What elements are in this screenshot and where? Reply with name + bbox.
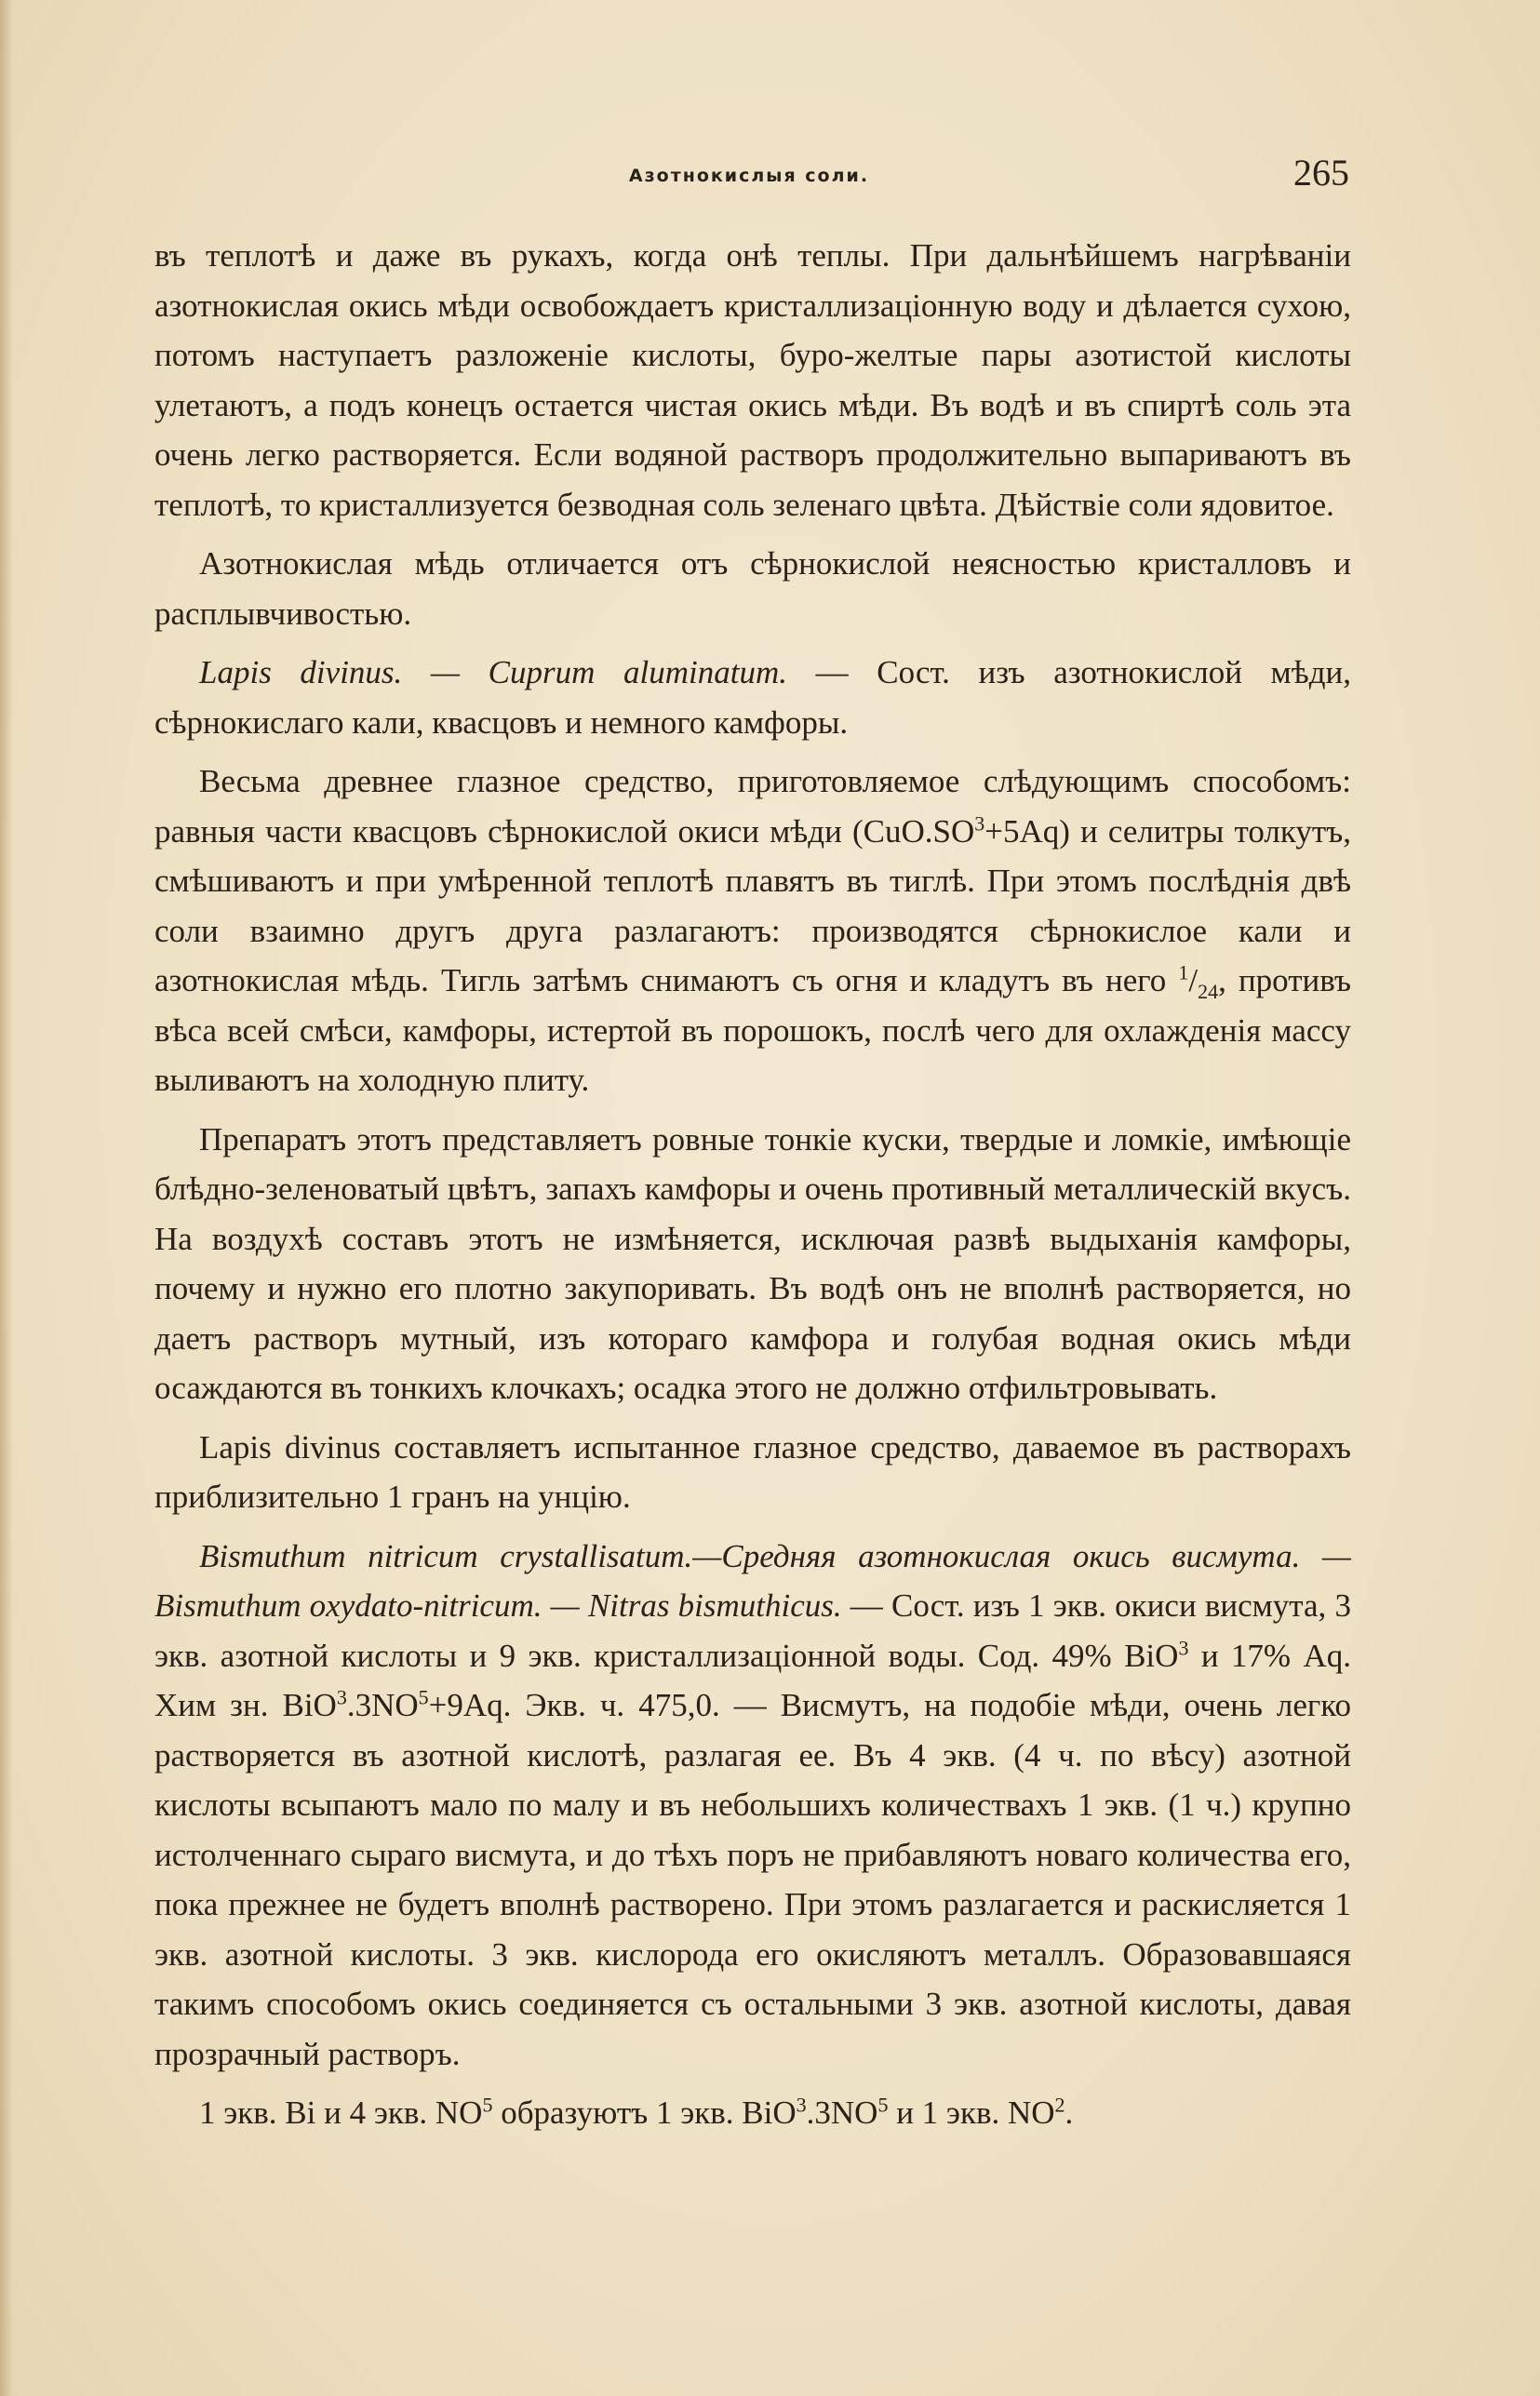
paragraph-4: Весьма древнее глазное средство, приготовляемое слѣдующимъ способомъ: равныя части квасцовъ сѣрнокислой окиси мѣди $(CuO.SO^3+5Aq)$ и селитры толкутъ, смѣшиваютъ и при умѣренной теплотѣ плавятъ въ тиглѣ. При этомъ послѣднія двѣ соли взаимно другъ друга разлагаютъ: производятся сѣрнокислое кали и азотнокислая мѣдь. Тигль затѣмъ снимаютъ съ огня и кладутъ въ него $^1/_{24}$, противъ вѣса всей смѣси, камфоры, истертой въ порошокъ, послѣ чего для охлажденія массу выливаютъ на холодную плиту.: [154, 763, 1351, 1098]
superscript: 5: [482, 2093, 493, 2117]
paragraph-5: Препаратъ этотъ представляетъ ровные тонкіе куски, твердые и ломкіе, имѣющіе блѣдно-зеленоватый цвѣтъ, запахъ камфоры и очень противный металлическій вкусъ. На воздухѣ составъ этотъ не измѣняется, исключая развѣ выдыханія камфоры, почему и нужно его плотно закупоривать. Въ водѣ онъ не вполнѣ растворяется, но даетъ растворъ мутный, изъ котораго камфора и голубая водная окись мѣди осаждаются въ тонкихъ клочкахъ; осадка этого не должно отфильтровывать.: [154, 1120, 1351, 1406]
paragraph-8-part-c: .3NO: [806, 2095, 878, 2131]
paragraph-7-part-a: — Сост. изъ 1 экв. окиси висмута, 3 экв. азотной кислоты и 9 экв. кристаллизаціонной воды. Сод. 49% BiO: [154, 1587, 1351, 1674]
page-number: 265: [1293, 152, 1349, 194]
superscript: 3: [974, 810, 985, 835]
paragraph-6: Lapis divinus составляетъ испытанное глазное средство, даваемое въ растворахъ приблизительно 1 гранъ на унцію.: [154, 1428, 1351, 1515]
paragraph-7: [154, 1532, 1351, 2080]
paragraph-3-text: — Сост. изъ азотнокислой мѣди, сѣрнокислаго кали, квасцовъ и немного камфоры.: [154, 654, 1351, 741]
superscript: 5: [418, 1685, 429, 1709]
superscript: 3: [1178, 1635, 1189, 1659]
paragraph-8-part-a: 1 экв. Bi и 4 экв. NO: [199, 2095, 483, 2131]
lapis-divinus-heading: Lapis divinus. — Cuprum aluminatum.: [199, 654, 788, 690]
paragraph-8-part-d: и 1 экв. NO: [888, 2095, 1055, 2131]
fraction-denominator: 24: [1198, 980, 1219, 1003]
paragraph-3: [154, 648, 1351, 747]
page-header: [149, 149, 1349, 205]
paragraph-8: [154, 2088, 1351, 2138]
body-text: [154, 231, 1351, 2148]
page-binding-shadow: [0, 0, 13, 2396]
paragraph-8-part-b: образуютъ 1 экв. BiO: [492, 2095, 797, 2131]
paragraph-4-part-b: +5Aq) и селитры толкутъ, смѣшиваютъ и при умѣренной теплотѣ плавятъ въ тиглѣ. При этомъ послѣднія двѣ соли взаимно другъ друга разлагаютъ: производятся сѣрнокислое кали и азотнокислая мѣдь. Тигль затѣмъ снимаютъ съ огня и кладутъ въ него: [154, 812, 1351, 998]
paragraph-1: въ теплотѣ и даже въ рукахъ, когда онѣ теплы. При дальнѣйшемъ нагрѣваніи азотнокислая окись мѣди освобождаетъ кристаллизаціонную воду и дѣлается сухою, потомъ наступаетъ разложеніе кислоты, буро-желтые пары азотистой кислоты улетаютъ, а подъ конецъ остается чистая окись мѣди. Въ водѣ и въ спиртѣ соль эта очень легко растворяется. Если водяной растворъ продолжительно выпариваютъ въ теплотѣ, то кристаллизуется безводная соль зеленаго цвѣта. Дѣйствіе соли ядовитое.: [154, 237, 1351, 523]
superscript: 2: [1054, 2093, 1065, 2117]
paragraph-7-part-c: .3NO: [346, 1687, 419, 1723]
bismuthum-heading: Bismuthum nitricum crystallisatum.—Средняя азотнокислая окись висмута. — Bismuthum oxydato-nitricum. — Nitras bismuthicus.: [154, 1537, 1351, 1624]
paragraph-2: Азотнокислая мѣдь отличается отъ сѣрнокислой неясностью кристалловъ и расплывчивостью.: [154, 545, 1351, 632]
paragraph-7-part-b: и 17% Aq. Хим зн. BiO: [154, 1637, 1351, 1723]
paragraph-8-part-e: .: [1065, 2095, 1074, 2131]
paragraph-7-part-d: +9Aq. Экв. ч. 475,0. — Висмутъ, на подобіе мѣди, очень легко растворяется въ азотной кислотѣ, разлагая ее. Въ 4 экв. (4 ч. по вѣсу) азотной кислоты всыпаютъ мало по малу и въ небольшихъ количествахъ 1 экв. (1 ч.) крупно истолченнаго сыраго висмута, и до тѣхъ поръ не прибавляютъ новаго количества его, пока прежнее не будетъ вполнѣ растворено. При этомъ разлагается и раскисляется 1 экв. азотной кислоты. 3 экв. кислорода его окисляютъ металлъ. Образовавшаяся такимъ способомъ окись соединяется съ остальными 3 экв. азотной кислоты, давая прозрачный растворъ.: [154, 1687, 1351, 2072]
paragraph-4-part-c: , противъ вѣса всей смѣси, камфоры, истертой въ порошокъ, послѣ чего для охлажденія массу выливаютъ на холодную плиту.: [154, 962, 1351, 1098]
superscript: 3: [336, 1685, 347, 1709]
running-head: Азотнокислыя соли.: [628, 166, 870, 186]
superscript: 3: [796, 2093, 807, 2117]
fraction-numerator: 1: [1178, 960, 1189, 984]
superscript: 5: [877, 2093, 889, 2117]
paragraph-4-part-a: Весьма древнее глазное средство, приготовляемое слѣдующимъ способомъ: равныя части квасцовъ сѣрнокислой окиси мѣди (CuO.SO: [154, 763, 1351, 850]
